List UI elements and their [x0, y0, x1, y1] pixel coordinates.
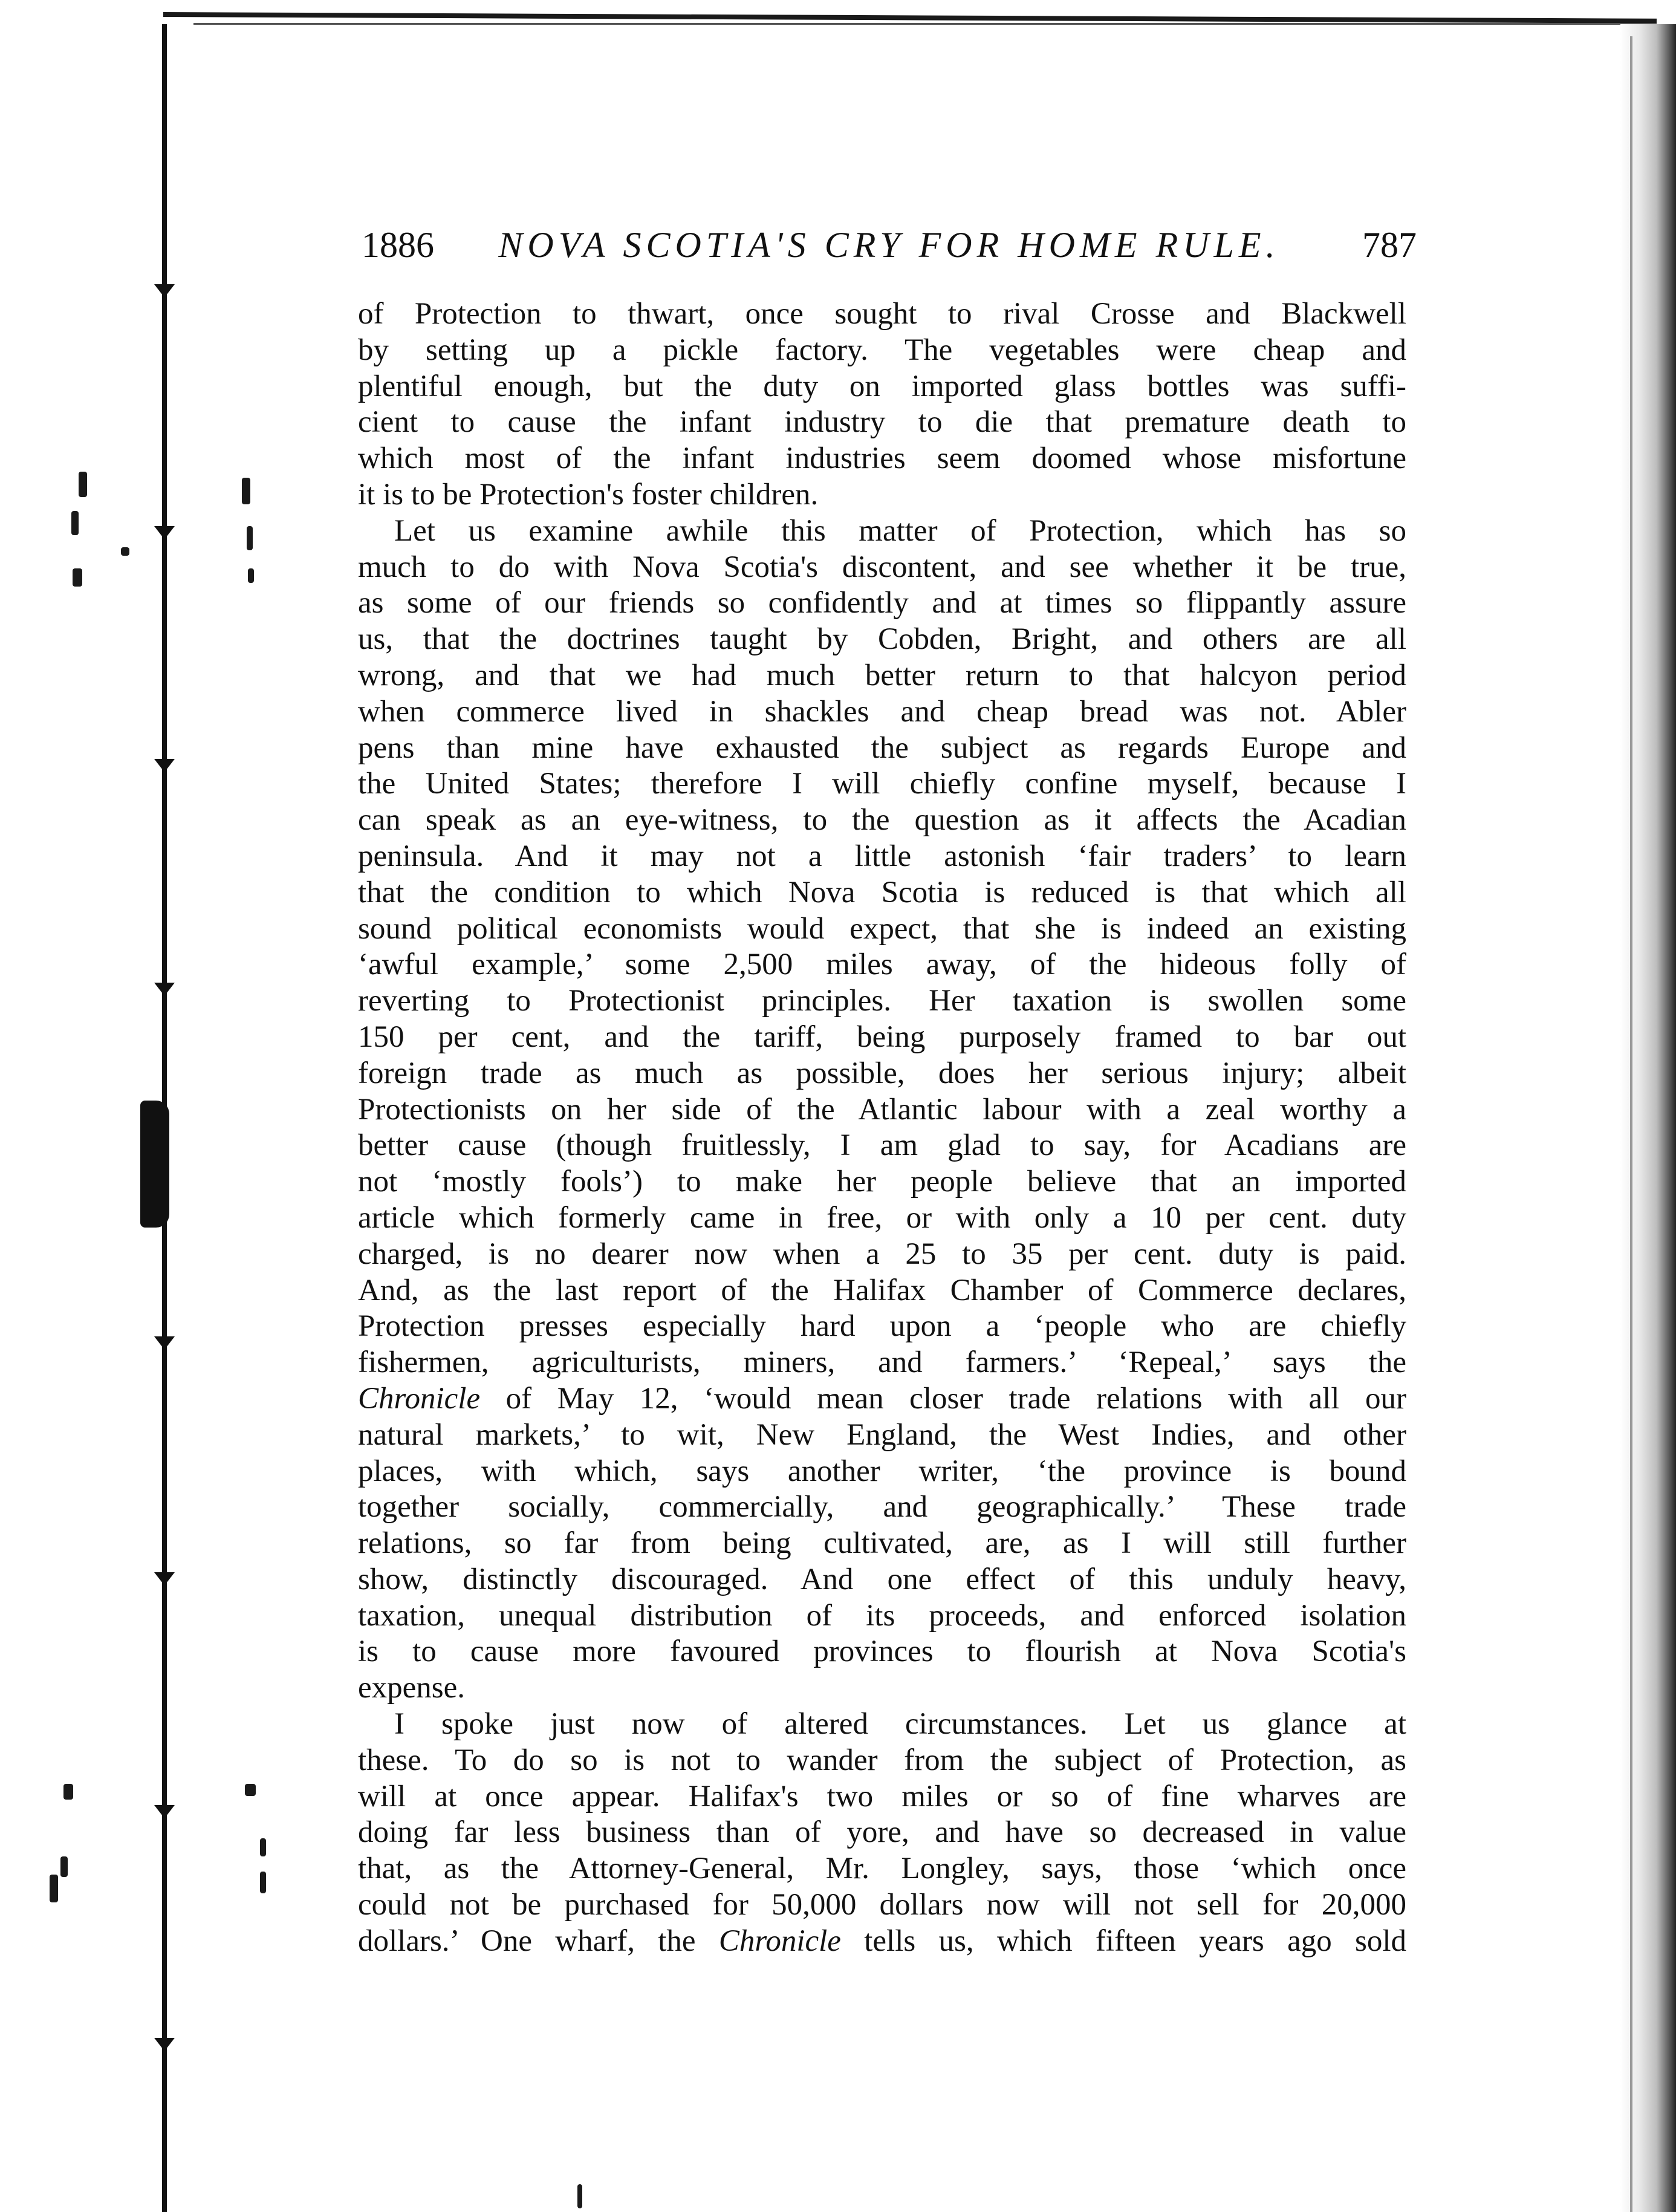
text-line [358, 802, 1406, 839]
text-segment: the United States; therefore I will chiefly confine myself, because I [358, 767, 1406, 801]
text-segment: article which formerly came in free, or with only a 10 per cent. duty [358, 1200, 1406, 1235]
text-line [358, 947, 1406, 983]
text-line [358, 1634, 1406, 1670]
sewing-hole-mark [245, 1784, 256, 1796]
sewing-hole-mark [260, 1838, 266, 1856]
text-line [358, 296, 1406, 333]
text-line [358, 1924, 1406, 1960]
text-line [358, 730, 1406, 767]
text-line [358, 911, 1406, 948]
text-line [358, 1526, 1406, 1562]
text-segment: these. To do so is not to wander from the subject of Protection, as [358, 1743, 1406, 1777]
sewing-hole-mark [73, 568, 82, 587]
scan-top-edge-line [193, 23, 1657, 25]
text-segment: pens than mine have exhausted the subject as regards Europe and [358, 730, 1406, 765]
text-segment: can speak as an eye-witness, to the question as it affects the Acadian [358, 803, 1406, 838]
text-line [358, 441, 1406, 477]
text-line [358, 1598, 1406, 1635]
text-line [358, 1779, 1406, 1815]
sewing-hole-mark [248, 568, 254, 583]
binding-notch [154, 1336, 175, 1350]
sewing-hole-mark [260, 1872, 266, 1893]
text-segment: plentiful enough, but the duty on imported glass bottles was suffi- [358, 369, 1406, 403]
text-line [358, 658, 1406, 694]
text-segment: that the condition to which Nova Scotia is reduced is that which all [358, 875, 1406, 909]
binding-notch [154, 284, 175, 298]
text-segment: ‘awful example,’ some 2,500 miles away, of the hideous folly of [358, 948, 1406, 982]
running-header [362, 224, 1417, 266]
text-line [358, 585, 1406, 622]
text-line [358, 1345, 1406, 1381]
text-line [358, 1200, 1406, 1237]
scan-right-edge-line [1630, 36, 1632, 2212]
text-segment: I spoke just now of altered circumstances. Let us glance at [394, 1707, 1406, 1742]
text-segment: will at once appear. Halifax's two miles or so of fine wharves are [358, 1779, 1406, 1814]
text-line [358, 1815, 1406, 1851]
text-line [358, 1670, 1406, 1706]
binding-shadow [140, 1101, 169, 1228]
text-segment: dollars.’ One wharf, the [358, 1924, 719, 1958]
text-line [358, 1128, 1406, 1164]
text-line [358, 1417, 1406, 1454]
text-line [358, 369, 1406, 405]
text-line [358, 983, 1406, 1020]
text-segment: of May 12, ‘would mean closer trade relations with all our [480, 1381, 1406, 1416]
text-segment: when commerce lived in shackles and cheap bread was not. Abler [358, 694, 1406, 729]
binding-notch [154, 1805, 175, 1818]
binding-notch [154, 526, 175, 539]
text-segment: Protectionists on her side of the Atlantic labour with a zeal worthy a [358, 1092, 1406, 1127]
italic-title: Chronicle [718, 1924, 841, 1958]
text-line [358, 1562, 1406, 1598]
sewing-hole-mark [242, 478, 250, 504]
text-segment: us, that the doctrines taught by Cobden, Bright, and others are all [358, 622, 1406, 657]
text-segment: by setting up a pickle factory. The vegetables were cheap and [358, 333, 1406, 367]
text-line [358, 1237, 1406, 1273]
binding-notch [154, 759, 175, 772]
binding-notch [154, 1572, 175, 1586]
text-segment: Protection presses especially hard upon a ‘people who are chiefly [358, 1309, 1406, 1344]
text-segment: peninsula. And it may not a little astonish ‘fair traders’ to learn [358, 839, 1406, 873]
text-line [358, 405, 1406, 441]
header-year: 1886 [362, 225, 434, 265]
binding-notch [154, 2038, 175, 2051]
text-segment: is to cause more favoured provinces to flourish at Nova Scotia's [358, 1635, 1406, 1669]
text-segment: which most of the infant industries seem doomed whose misfortune [358, 441, 1406, 476]
text-line [358, 1743, 1406, 1779]
text-line [358, 1454, 1406, 1490]
text-segment: foreign trade as much as possible, does her serious injury; albeit [358, 1056, 1406, 1090]
text-segment: relations, so far from being cultivated, are, as I will still further [358, 1526, 1406, 1561]
text-line [358, 1887, 1406, 1924]
scan-right-shadow [1620, 24, 1676, 2212]
text-segment: Let us examine awhile this matter of Protection, which has so [394, 513, 1406, 548]
text-line [358, 839, 1406, 875]
text-line [358, 1020, 1406, 1056]
text-segment: it is to be Protection's foster children. [358, 477, 819, 512]
sewing-hole-mark [50, 1875, 58, 1902]
text-line [358, 1381, 1406, 1417]
italic-title: Chronicle [358, 1381, 481, 1416]
text-segment: could not be purchased for 50,000 dollars now will not sell for 20,000 [358, 1888, 1406, 1922]
text-segment: doing far less business than of yore, and have so decreased in value [358, 1815, 1406, 1850]
text-line [358, 694, 1406, 730]
scan-top-edge [163, 12, 1657, 24]
text-segment: fishermen, agriculturists, miners, and farmers.’ ‘Repeal,’ says the [358, 1345, 1406, 1380]
text-line [358, 1056, 1406, 1092]
text-segment: expense. [358, 1671, 466, 1705]
text-line [358, 1273, 1406, 1309]
text-line [358, 1851, 1406, 1887]
body-text [358, 296, 1406, 1960]
text-segment: of Protection to thwart, once sought to rival Crosse and Blackwell [358, 297, 1406, 331]
text-line [358, 875, 1406, 911]
text-line [358, 513, 1406, 550]
text-segment: wrong, and that we had much better return to that halcyon period [358, 658, 1406, 692]
text-segment: tells us, which fifteen years ago sold [840, 1924, 1407, 1958]
text-segment: show, distinctly discouraged. And one effect of this unduly heavy, [358, 1562, 1406, 1596]
text-segment: not ‘mostly fools’) to make her people believe that an imported [358, 1165, 1406, 1199]
text-line [358, 333, 1406, 369]
sewing-hole-mark [121, 547, 129, 556]
text-segment: sound political economists would expect, that she is indeed an existing [358, 911, 1406, 946]
text-line [358, 1489, 1406, 1526]
text-segment: as some of our friends so confidently and at times so flippantly assure [358, 586, 1406, 620]
sewing-hole-mark [577, 2184, 582, 2208]
running-title: NOVA SCOTIA'S CRY FOR HOME RULE. [498, 225, 1280, 265]
text-segment: 150 per cent, and the tariff, being purposely framed to bar out [358, 1020, 1406, 1054]
text-segment: charged, is no dearer now when a 25 to 35 per cent. duty is paid. [358, 1237, 1406, 1271]
text-line [358, 1309, 1406, 1345]
text-segment: reverting to Protectionist principles. Her taxation is swollen some [358, 984, 1406, 1018]
text-segment: much to do with Nova Scotia's discontent, and see whether it be true, [358, 550, 1406, 584]
text-segment: together socially, commercially, and geographically.’ These trade [358, 1490, 1406, 1524]
sewing-hole-mark [247, 526, 253, 550]
text-line [358, 550, 1406, 586]
text-segment: cient to cause the infant industry to die that premature death to [358, 405, 1406, 440]
text-segment: that, as the Attorney-General, Mr. Longley, says, those ‘which once [358, 1852, 1406, 1886]
text-segment: places, with which, says another writer, ‘the province is bound [358, 1454, 1406, 1488]
text-line [358, 622, 1406, 658]
sewing-hole-mark [60, 1856, 68, 1877]
sewing-hole-mark [79, 472, 87, 497]
text-line [358, 766, 1406, 802]
text-segment: natural markets,’ to wit, New England, the West Indies, and other [358, 1417, 1406, 1452]
sewing-hole-mark [71, 511, 79, 535]
text-line [358, 477, 1406, 513]
sewing-hole-mark [63, 1784, 73, 1800]
binding-notch [154, 983, 175, 996]
page-number: 787 [1362, 225, 1417, 265]
text-segment: better cause (though fruitlessly, I am glad to say, for Acadians are [358, 1128, 1406, 1163]
text-line [358, 1092, 1406, 1128]
text-line [358, 1164, 1406, 1200]
text-segment: taxation, unequal distribution of its proceeds, and enforced isolation [358, 1598, 1406, 1633]
text-segment: And, as the last report of the Halifax Chamber of Commerce declares, [358, 1273, 1406, 1307]
text-line [358, 1706, 1406, 1743]
